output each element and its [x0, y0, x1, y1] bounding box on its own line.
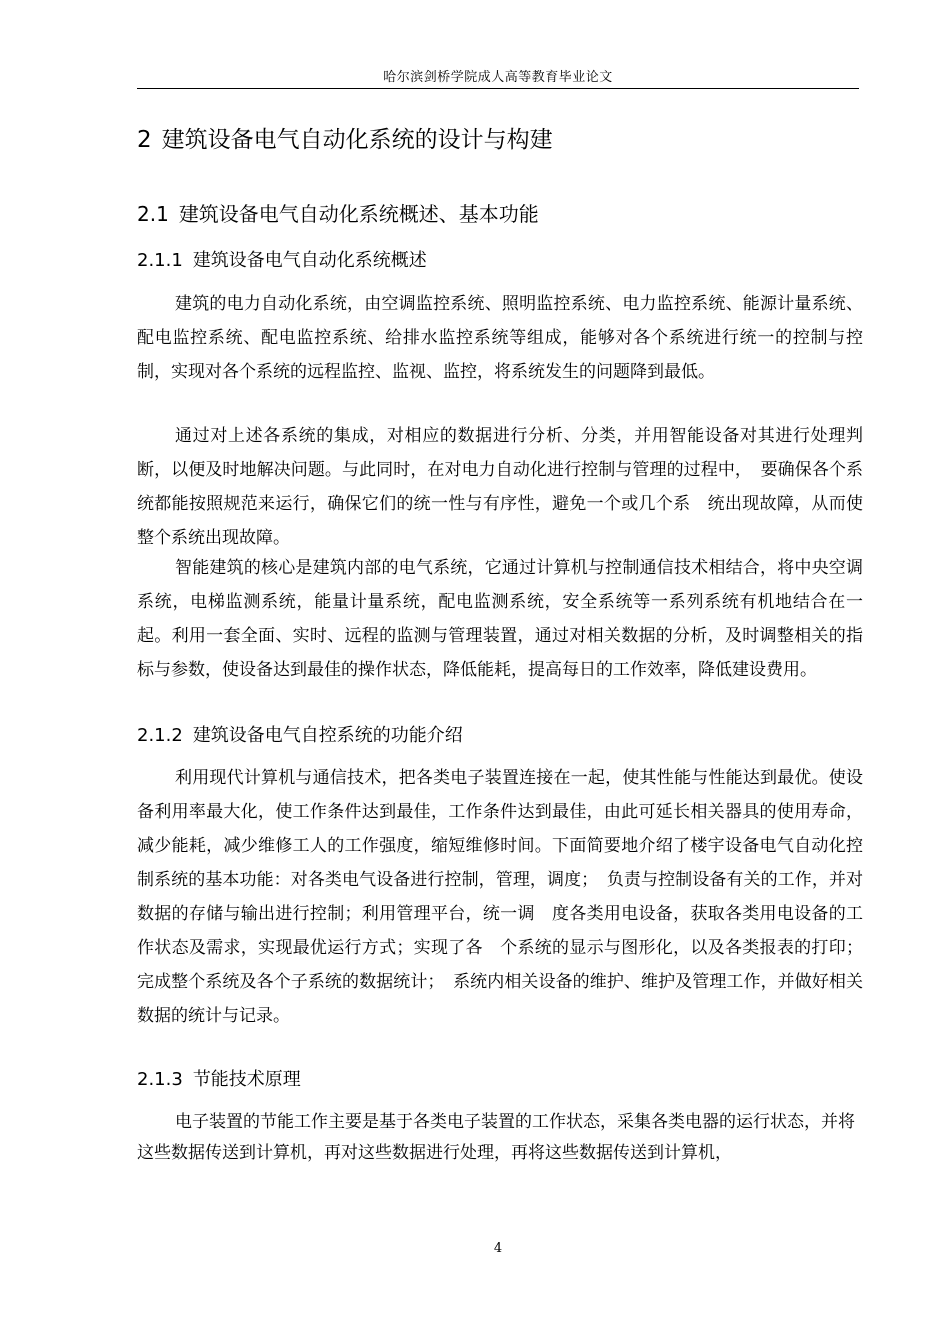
subsection-number: 2.1.2	[137, 725, 183, 746]
chapter-number: 2	[137, 127, 152, 153]
section-number: 2.1	[137, 202, 169, 226]
running-header: 哈尔滨剑桥学院成人高等教育毕业论文	[383, 70, 613, 85]
subsection-heading-2-1-3	[137, 1065, 301, 1091]
page-number: 4	[493, 1241, 503, 1256]
subsection-title: 节能技术原理	[192, 1069, 301, 1090]
paragraph-control-functions: 利用现代计算机与通信技术，把各类电子装置连接在一起，使其性能与性能达到最优。使设备利用率最大化，使工作条件达到最佳，工作条件达到最佳，由此可延长相关器具的使用寿命，减少能耗，减少维修工人的工作强度，缩短维修时间。下面简要地介绍了楼宇设备电气自动化控制系统的基本功能：对各类电气设备进行控制，管理，调度； 负责与控制设备有关的工作，并对数据的存储与输出进行控制；利用管理平台，统一调 度各类用电设备，获取各类用电设备的工作状态及需求，实现最优运行方式；实现了各 个系统的显示与图形化，以及各类报表的打印；完成整个系统及各个子系统的数据统计； 系统内相关设备的维护、维护及管理工作，并做好相关数据的统计与记录。	[137, 768, 863, 1026]
subsection-number: 2.1.3	[137, 1069, 183, 1090]
subsection-heading-2-1-1	[137, 246, 427, 272]
chapter-title: 建筑设备电气自动化系统的设计与构建	[161, 127, 553, 153]
paragraph-automation-overview: 建筑的电力自动化系统，由空调监控系统、照明监控系统、电力监控系统、能源计量系统、配电监控系统、配电监控系统、给排水监控系统等组成，能够对各个系统进行统一的控制与控制，实现对各个系统的远程监控、监视、监控，将系统发生的问题降到最低。	[137, 294, 863, 382]
chapter-heading	[137, 121, 553, 154]
section-heading	[137, 198, 539, 227]
paragraph-system-integration: 通过对上述各系统的集成，对相应的数据进行分析、分类，并用智能设备对其进行处理判断，以便及时地解决问题。与此同时，在对电力自动化进行控制与管理的过程中， 要确保各个系统都能按照规范来运行，确保它们的统一性与有序性，避免一个或几个系 统出现故障，从而使整个系统出现故障。	[137, 426, 863, 548]
subsection-heading-2-1-2	[137, 721, 463, 747]
subsection-title: 建筑设备电气自控系统的功能介绍	[192, 725, 463, 746]
header-divider	[137, 88, 859, 89]
section-title: 建筑设备电气自动化系统概述、基本功能	[178, 202, 539, 226]
paragraph-intelligent-building: 智能建筑的核心是建筑内部的电气系统，它通过计算机与控制通信技术相结合，将中央空调系统，电梯监测系统，能量计量系统，配电监测系统，安全系统等一系列系统有机地结合在一起。利用一套全面、实时、远程的监测与管理装置，通过对相关数据的分析，及时调整相关的指标与参数，使设备达到最佳的操作状态，降低能耗，提高每日的工作效率，降低建设费用。	[137, 558, 863, 680]
paragraph-energy-saving: 电子装置的节能工作主要是基于各类电子装置的工作状态，采集各类电器的运行状态，并将这些数据传送到计算机，再对这些数据进行处理，再将这些数据传送到计算机，	[137, 1112, 855, 1163]
subsection-title: 建筑设备电气自动化系统概述	[192, 250, 427, 271]
subsection-number: 2.1.1	[137, 250, 183, 271]
